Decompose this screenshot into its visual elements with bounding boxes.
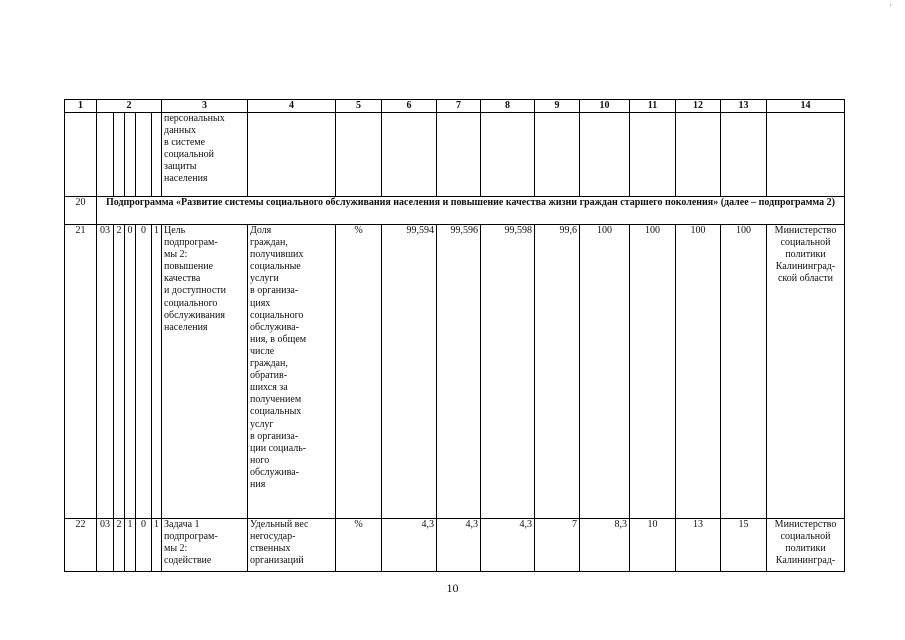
header-col-7: 7 — [437, 100, 481, 113]
cell-empty — [382, 113, 437, 197]
value-cell: 100 — [721, 225, 767, 519]
header-col-11: 11 — [630, 100, 676, 113]
indicator-cell — [248, 519, 336, 572]
code-cell: 1 — [125, 519, 136, 572]
page-number: 10 — [446, 581, 459, 595]
row-number: 22 — [65, 519, 97, 572]
value-cell: 100 — [676, 225, 721, 519]
header-row — [65, 100, 845, 113]
header-col-8: 8 — [481, 100, 535, 113]
indicator-text: Доля граждан, получивших социальные услуги в организа- циях социального обслужива- ния, в общем числе граждан, обратив- шихся за получением социальных услуг в организа- ции социаль- ного обслужива- ния — [250, 225, 307, 490]
cell-empty — [152, 113, 162, 197]
header-col-12: 12 — [676, 100, 721, 113]
cell-empty — [767, 113, 845, 197]
subprogram-title: Подпрограмма «Развитие системы социального обслуживания населения и повышение качества жизни граждан старшего поколения» (далее – подпрограмма 2) — [97, 197, 845, 225]
cell-empty — [65, 113, 97, 197]
header-col-6: 6 — [382, 100, 437, 113]
cell-empty — [437, 113, 481, 197]
code-cell: 2 — [114, 519, 125, 572]
cell-empty — [676, 113, 721, 197]
cell-empty — [535, 113, 580, 197]
row-number: 20 — [65, 197, 97, 225]
row-number: 21 — [65, 225, 97, 519]
header-col-2: 2 — [97, 100, 162, 113]
code-cell: 03 — [97, 225, 114, 519]
cell-empty — [114, 113, 125, 197]
code-cell: 2 — [114, 225, 125, 519]
value-cell: 99,596 — [437, 225, 481, 519]
value-cell: 100 — [630, 225, 676, 519]
cell-empty — [125, 113, 136, 197]
unit-cell: % — [336, 519, 382, 572]
header-col-13: 13 — [721, 100, 767, 113]
header-col-10: 10 — [580, 100, 630, 113]
cell-empty — [136, 113, 152, 197]
indicator-text: Удельный вес негосудар- ственных организаций — [250, 519, 309, 567]
value-cell: 8,3 — [580, 519, 630, 572]
value-cell: 4,3 — [481, 519, 535, 572]
value-cell: 4,3 — [437, 519, 481, 572]
responsible-cell — [767, 225, 845, 519]
value-cell: 4,3 — [382, 519, 437, 572]
cell-empty — [481, 113, 535, 197]
responsible-cell — [767, 519, 845, 572]
value-cell: 7 — [535, 519, 580, 572]
indicators-table — [64, 99, 845, 572]
cell-empty — [97, 113, 114, 197]
task-name-text: Задача 1 подпрограм- мы 2: содействие — [164, 519, 218, 567]
cell-empty — [721, 113, 767, 197]
header-col-9: 9 — [535, 100, 580, 113]
value-cell: 10 — [630, 519, 676, 572]
value-cell: 99,594 — [382, 225, 437, 519]
code-cell: 0 — [136, 519, 152, 572]
row-name-text: персональных данных в системе социальной защиты населения — [164, 113, 225, 185]
value-cell: 15 — [721, 519, 767, 572]
scan-corner-mark: ' — [890, 3, 892, 12]
value-cell: 99,598 — [481, 225, 535, 519]
code-cell: 0 — [136, 225, 152, 519]
cell-empty — [248, 113, 336, 197]
header-col-14: 14 — [767, 100, 845, 113]
responsible-text: Министерство социальной политики Калининград- ской области — [774, 225, 837, 285]
indicator-cell — [248, 225, 336, 519]
header-col-3: 3 — [162, 100, 248, 113]
code-cell: 1 — [152, 519, 162, 572]
value-cell: 100 — [580, 225, 630, 519]
header-col-1: 1 — [65, 100, 97, 113]
cell-empty — [630, 113, 676, 197]
cell-empty — [336, 113, 382, 197]
code-cell: 03 — [97, 519, 114, 572]
goal-name-text: Цель подпрограм- мы 2: повышение качества и доступности социального обслуживания населения — [164, 225, 226, 333]
table-row-continued — [65, 113, 845, 197]
header-col-4: 4 — [248, 100, 336, 113]
code-cell: 1 — [152, 225, 162, 519]
table-row-21 — [65, 225, 845, 519]
row-name-cell — [162, 113, 248, 197]
unit-cell: % — [336, 225, 382, 519]
goal-name-cell — [162, 225, 248, 519]
cell-empty — [580, 113, 630, 197]
task-name-cell — [162, 519, 248, 572]
table-row-subprogram — [65, 197, 845, 225]
value-cell: 99,6 — [535, 225, 580, 519]
code-cell: 0 — [125, 225, 136, 519]
table-row-22 — [65, 519, 845, 572]
responsible-text: Министерство социальной политики Калининград- — [774, 519, 837, 567]
header-col-5: 5 — [336, 100, 382, 113]
value-cell: 13 — [676, 519, 721, 572]
